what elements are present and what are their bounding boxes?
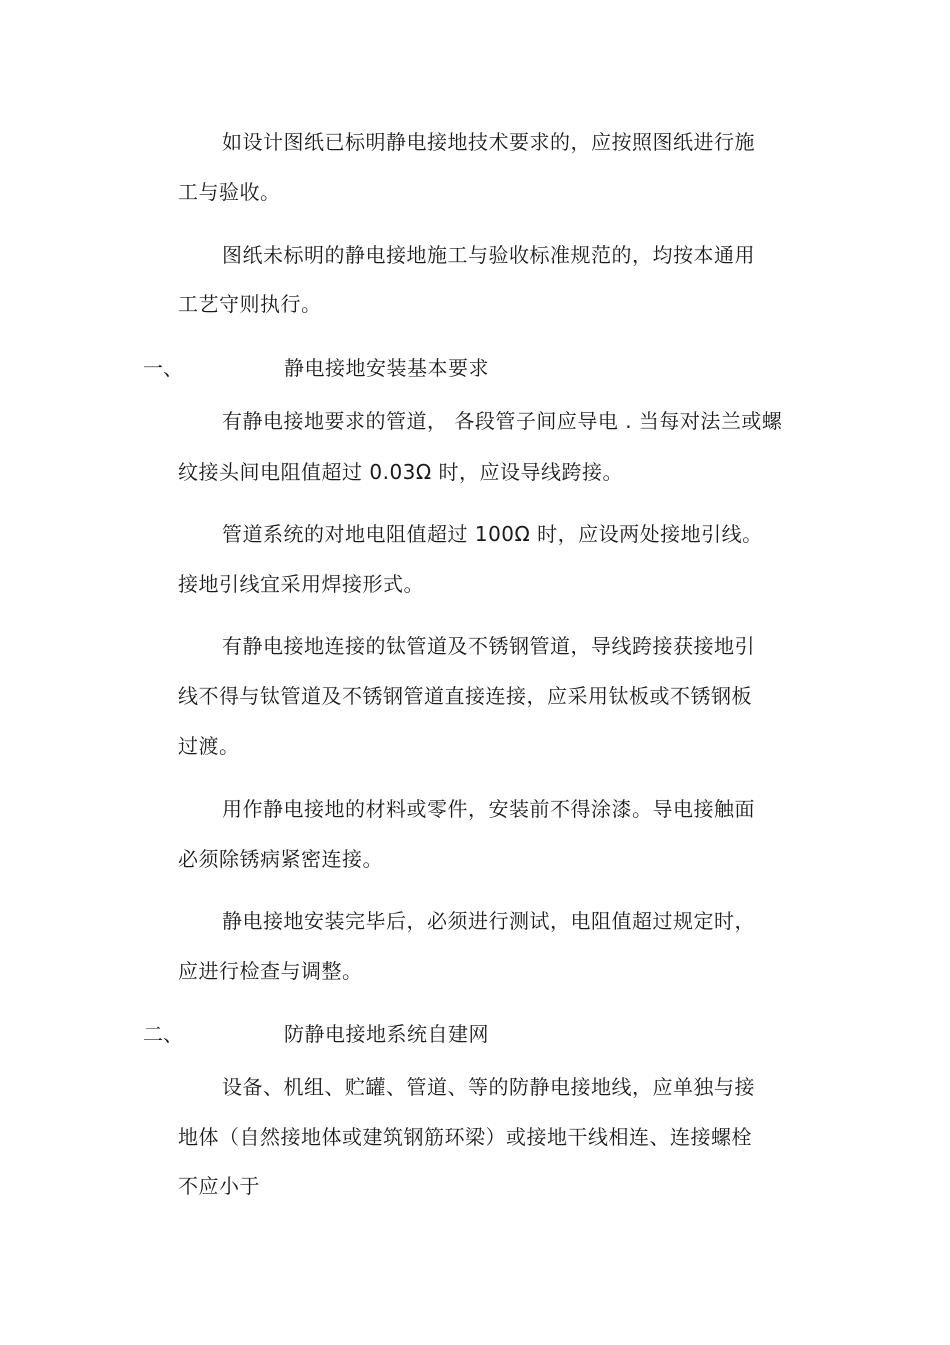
section-title: 静电接地安装基本要求: [284, 356, 489, 380]
section-number: 二、: [143, 1022, 183, 1046]
paragraph-line: 必须除锈病紧密连接。: [178, 847, 383, 871]
paragraph-line: 工艺守则执行。: [178, 292, 322, 316]
section-title: 防静电接地系统自建网: [284, 1022, 489, 1046]
paragraph-line: 纹接头间电阻值超过 0.03Ω 时，应设导线跨接。: [178, 460, 624, 484]
paragraph-line: 静电接地安装完毕后，必须进行测试，电阻值超过规定时，: [222, 909, 755, 933]
paragraph-line: 有静电接地连接的钛管道及不锈钢管道，导线跨接获接地引: [222, 634, 755, 658]
paragraph-line: 不应小于: [178, 1174, 260, 1198]
section-number: 一、: [143, 356, 183, 380]
paragraph-line: 用作静电接地的材料或零件，安装前不得涂漆。导电接触面: [222, 797, 755, 821]
paragraph-line: 地体（自然接地体或建筑钢筋环梁）或接地干线相连、连接螺栓: [178, 1125, 752, 1149]
paragraph-line: 设备、机组、贮罐、管道、等的防静电接地线，应单独与接: [222, 1075, 755, 1099]
paragraph-line: 有静电接地要求的管道， 各段管子间应导电 . 当每对法兰或螺: [222, 409, 783, 433]
paragraph-line: 如设计图纸已标明静电接地技术要求的，应按照图纸进行施: [222, 130, 755, 154]
paragraph-line: 过渡。: [178, 734, 240, 758]
paragraph-line: 线不得与钛管道及不锈钢管道直接连接，应采用钛板或不锈钢板: [178, 684, 752, 708]
paragraph-line: 图纸未标明的静电接地施工与验收标准规范的，均按本通用: [222, 243, 755, 267]
paragraph-line: 管道系统的对地电阻值超过 100Ω 时，应设两处接地引线。: [222, 522, 763, 546]
paragraph-line: 接地引线宜采用焊接形式。: [178, 572, 424, 596]
paragraph-line: 工与验收。: [178, 180, 281, 204]
paragraph-line: 应进行检查与调整。: [178, 959, 363, 983]
